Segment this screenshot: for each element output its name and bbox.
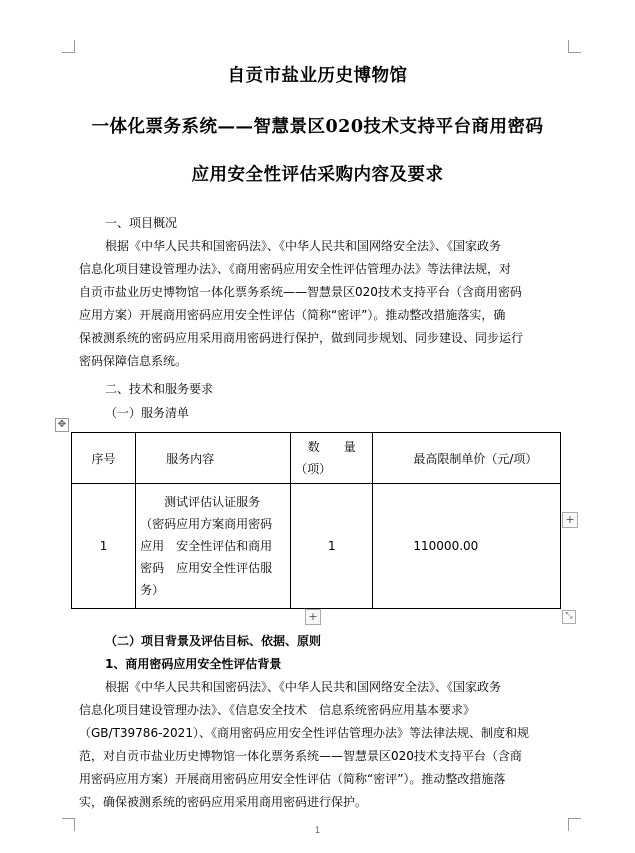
header-content: [136, 433, 291, 484]
cell-content-line: 测试评估认证服务: [140, 495, 261, 509]
page-number: 1: [314, 826, 321, 836]
cell-seq: 1: [72, 484, 136, 609]
paragraph-line: 信息化项目建设管理办法》、《商用密码应用安全性评估管理办法》等法律法规，对: [79, 262, 512, 276]
add-row-plus-icon[interactable]: +: [305, 609, 321, 625]
paragraph-line: 用密码应用方案）开展商用密码应用安全性评估（简称“密评”）。推动整改措施落: [79, 772, 506, 786]
subsection-heading-service-list: （一）服务清单: [105, 406, 190, 420]
paragraph-line: 信息化项目建设管理办法》、《信息安全技术 信息系统密码应用基本要求》: [79, 703, 476, 717]
header-qty-line-1: 数 量: [307, 440, 356, 454]
paragraph-line: 密码保障信息系统。: [79, 354, 188, 368]
table-move-handle-icon[interactable]: ✥: [55, 418, 69, 432]
table-resize-icon[interactable]: ⤡: [562, 610, 576, 624]
section-heading-tech: 二、技术和服务要求: [105, 382, 214, 396]
cell-price-value: 110000.00: [413, 539, 479, 553]
margin-corner-top-left: [62, 40, 75, 53]
cell-content-line: 应用 安全性评估和商用: [140, 539, 273, 553]
cell-content: [136, 484, 291, 609]
paragraph-line: 自贡市盐业历史博物馆一体化票务系统——智慧景区020技术支持平台（含商用密码: [79, 285, 522, 299]
doc-title-line-3: 应用安全性评估采购内容及要求: [191, 165, 444, 185]
section-heading-overview: 一、项目概况: [105, 216, 178, 230]
margin-corner-top-right: [568, 40, 581, 53]
paragraph-line: 保被测系统的密码应用采用商用密码进行保护，做到同步规划、同步建设、同步运行: [79, 331, 524, 345]
header-price-label: 最高限制单价（元/项）: [413, 451, 538, 466]
header-content-label: 服务内容: [166, 451, 215, 466]
paragraph-line: 根据《中华人民共和国密码法》、《中华人民共和国网络安全法》、《国家政务: [105, 239, 502, 253]
cell-qty: 1: [291, 484, 373, 609]
header-qty: [291, 433, 373, 484]
cell-content-line: （密码应用方案商用密码: [140, 517, 273, 531]
service-table: [71, 432, 561, 609]
cell-price: [373, 484, 561, 609]
paragraph-line: 应用方案）开展商用密码应用安全性评估（简称“密评”）。推动整改措施落实，确: [79, 308, 506, 322]
cell-content-line: 密码 应用安全性评估服: [140, 561, 273, 575]
doc-title-line-1: 自贡市盐业历史博物馆: [227, 66, 408, 86]
cell-content-line: 务）: [140, 583, 165, 597]
subsection-heading-background: 1、商用密码应用安全性评估背景: [105, 657, 282, 671]
header-seq: 序号: [72, 433, 136, 484]
add-column-plus-icon[interactable]: +: [562, 512, 578, 528]
table-header-row: [72, 433, 561, 484]
paragraph-line: 根据《中华人民共和国密码法》、《中华人民共和国网络安全法》、《国家政务: [105, 680, 502, 694]
paragraph-line: 实，确保被测系统的密码应用采用商用密码进行保护。: [79, 795, 368, 809]
doc-title-line-2: 一体化票务系统——智慧景区020技术支持平台商用密码: [91, 117, 544, 137]
section-heading-background: （二）项目背景及评估目标、依据、原则: [105, 634, 322, 648]
header-price: [373, 433, 561, 484]
paragraph-line: 范，对自贡市盐业历史博物馆一体化票务系统——智慧景区020技术支持平台（含商: [79, 749, 522, 763]
paragraph-line: （GB/T39786-2021）、《商用密码应用安全性评估管理办法》等法律法规、制度和规: [79, 726, 529, 740]
table-row: [72, 484, 561, 609]
header-qty-line-2: （项）: [295, 462, 332, 476]
